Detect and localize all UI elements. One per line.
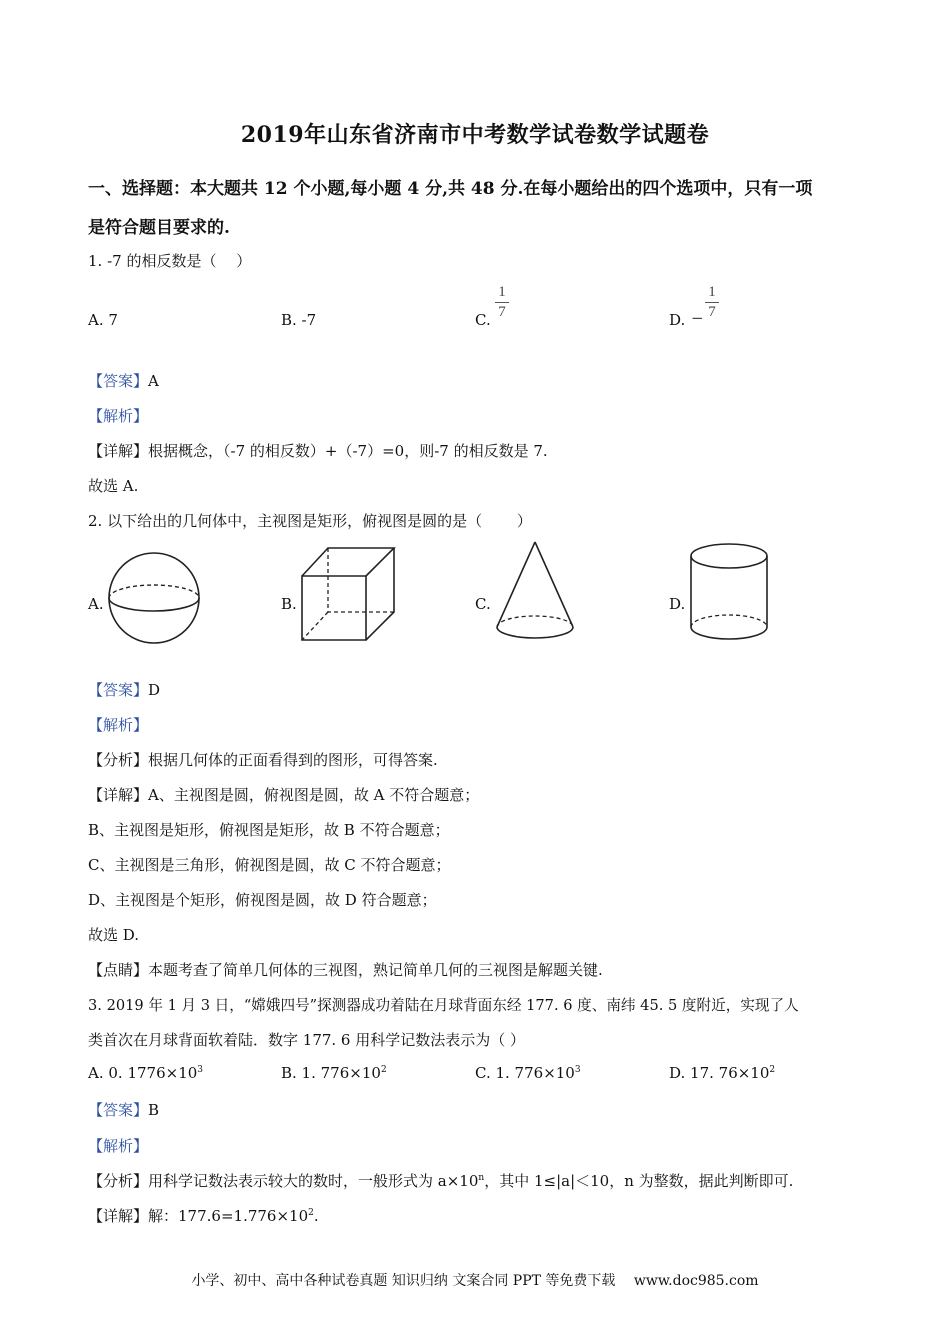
q1-option-d: D. xyxy=(669,311,686,329)
detail-tag: 【详解】 xyxy=(88,786,149,804)
q1-stem: 1. -7 的相反数是（ ） xyxy=(88,252,252,270)
detail-tag: 【详解】 xyxy=(88,442,149,460)
q3-option-b xyxy=(281,1064,387,1082)
option-text: C. 1. 776×10 xyxy=(475,1064,575,1082)
cylinder-figure xyxy=(688,540,772,644)
answer-tag: 【答案】 xyxy=(88,372,149,390)
comment-tag: 【点睛】 xyxy=(88,961,149,979)
q2-stem: 2. 以下给出的几何体中，主视图是矩形，俯视图是圆的是（ ） xyxy=(88,512,532,530)
option-exponent: 3 xyxy=(197,1065,204,1075)
answer-value: B xyxy=(148,1101,160,1119)
q2-option-c: C. xyxy=(475,595,491,613)
answer-value: A xyxy=(148,372,159,390)
cone-figure xyxy=(494,540,576,644)
option-exponent: 2 xyxy=(380,1065,387,1075)
q3-option-a xyxy=(88,1064,203,1082)
q1-detail-line xyxy=(88,440,548,461)
answer-value: D xyxy=(148,681,161,699)
q1-option-a: A. 7 xyxy=(88,311,118,329)
q1-answer-line xyxy=(88,370,159,391)
q1-option-d-fraction xyxy=(705,284,719,321)
comment-text: 本题考查了简单几何体的三视图，熟记简单几何的三视图是解题关键. xyxy=(148,961,603,979)
q1-option-c-fraction xyxy=(495,284,509,321)
q2-detail-d: D、主视图是个矩形，俯视图是圆，故 D 符合题意； xyxy=(88,891,437,909)
q1-option-d-minus-sign: − xyxy=(691,309,704,327)
fraction-numerator: 1 xyxy=(708,284,716,300)
q2-detail-c: C、主视图是三角形，俯视图是圆，故 C 不符合题意； xyxy=(88,856,451,874)
q2-option-d: D. xyxy=(669,595,686,613)
document-title: 2019年山东省济南市中考数学试卷数学试题卷 xyxy=(240,122,710,148)
q2-detail-line xyxy=(88,784,479,805)
q1-option-c: C. xyxy=(475,311,491,329)
q1-option-b: B. -7 xyxy=(281,311,317,329)
section-heading-line2: 是符合题目要求的. xyxy=(88,218,230,238)
option-exponent: 2 xyxy=(769,1065,776,1075)
q3-analysis-tag: 【解析】 xyxy=(88,1137,149,1155)
detail-text: 根据概念，（-7 的相反数）+（-7）=0，则-7 的相反数是 7. xyxy=(148,442,548,460)
answer-tag: 【答案】 xyxy=(88,1101,149,1119)
option-text: B. 1. 776×10 xyxy=(281,1064,381,1082)
detail-text: 解：177.6=1.776×10 xyxy=(148,1207,309,1225)
analyze-exponent: n xyxy=(478,1173,485,1183)
q1-analysis-tag: 【解析】 xyxy=(88,407,149,425)
q3-option-c xyxy=(475,1064,581,1082)
q2-analysis-tag: 【解析】 xyxy=(88,716,149,734)
detail-tag: 【详解】 xyxy=(88,1207,149,1225)
fraction-denominator: 7 xyxy=(708,304,716,320)
q3-detail-line xyxy=(88,1205,319,1226)
q2-option-a: A. xyxy=(88,595,104,613)
q1-conclusion: 故选 A. xyxy=(88,477,139,495)
answer-tag: 【答案】 xyxy=(88,681,149,699)
option-text: A. 0. 1776×10 xyxy=(88,1064,198,1082)
analyze-tag: 【分析】 xyxy=(88,1172,149,1190)
q2-conclusion: 故选 D. xyxy=(88,926,140,944)
q2-analyze-line xyxy=(88,749,438,770)
q2-option-b: B. xyxy=(281,595,297,613)
option-exponent: 3 xyxy=(574,1065,581,1075)
cube-figure xyxy=(298,544,398,644)
q3-option-d xyxy=(669,1064,775,1082)
page-footer: 小学、初中、高中各种试卷真题 知识归纳 文案合同 PPT 等免费下载 www.doc985.com xyxy=(191,1273,759,1289)
fraction-denominator: 7 xyxy=(498,304,506,320)
q3-stem-line2: 类首次在月球背面软着陆．数字 177. 6 用科学记数法表示为（ ） xyxy=(88,1031,526,1049)
q2-comment-line xyxy=(88,959,603,980)
detail-text-post: . xyxy=(313,1207,319,1225)
option-text: D. 17. 76×10 xyxy=(669,1064,770,1082)
detail-text: A、主视图是圆，俯视图是圆，故 A 不符合题意； xyxy=(148,786,480,804)
analyze-text: 用科学记数法表示较大的数时，一般形式为 a×10 xyxy=(148,1172,479,1190)
q3-analyze-line xyxy=(88,1170,793,1191)
q3-answer-line xyxy=(88,1099,159,1120)
sphere-figure xyxy=(106,550,202,646)
analyze-text-post: ，其中 1≤|a|＜10，n 为整数，据此判断即可. xyxy=(484,1172,794,1190)
q2-answer-line xyxy=(88,679,160,700)
detail-exponent: 2 xyxy=(308,1208,314,1218)
q3-stem-line1: 3. 2019 年 1 月 3 日，“嫦娥四号”探测器成功着陆在月球背面东经 177. 6 度、南纬 45. 5 度附近，实现了人 xyxy=(88,997,799,1014)
analyze-tag: 【分析】 xyxy=(88,751,149,769)
analyze-text: 根据几何体的正面看得到的图形，可得答案. xyxy=(148,751,438,769)
q2-detail-b: B、主视图是矩形，俯视图是矩形，故 B 不符合题意； xyxy=(88,821,450,839)
section-heading-line1: 一、选择题：本大题共 12 个小题,每小题 4 分,共 48 分.在每小题给出的四个选项中，只有一项 xyxy=(88,179,813,199)
fraction-numerator: 1 xyxy=(498,284,506,300)
